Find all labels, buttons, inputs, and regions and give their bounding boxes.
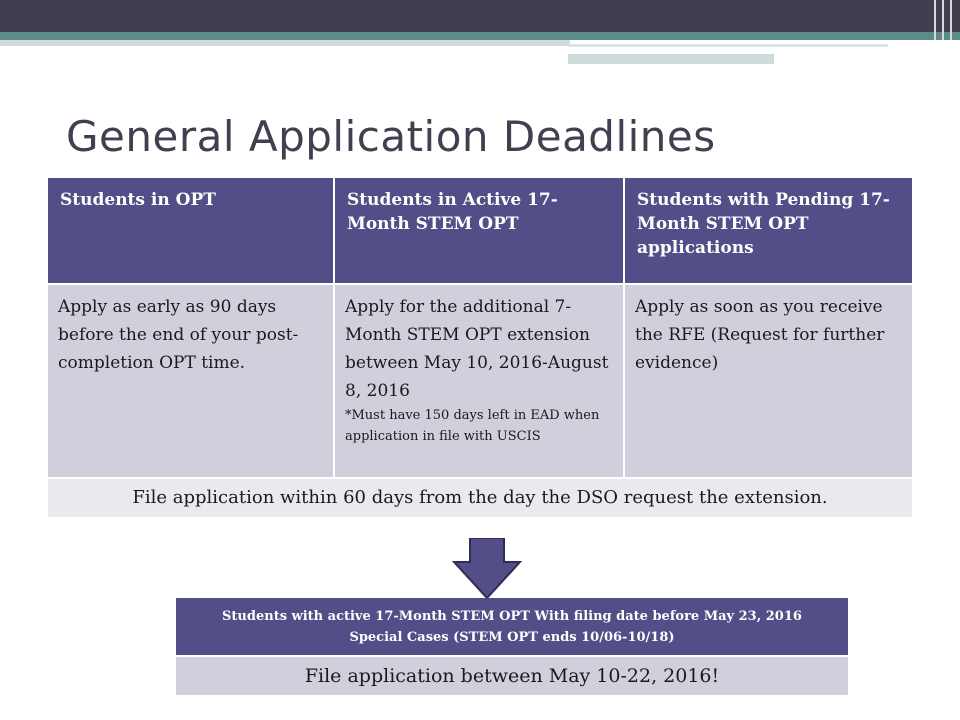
cell-active-stem-text: Apply for the additional 7-Month STEM OPT extension between May 10, 2016-August 8, 2016 [345,297,609,401]
cell-opt [48,284,334,478]
special-cases-header [176,598,848,656]
footer-row [48,478,912,517]
cell-pending-stem-text: Apply as soon as you receive the RFE (Request for further evidence) [635,297,885,373]
down-arrow-icon [452,538,522,600]
header-active-stem-opt: Students in Active 17-Month STEM OPT [334,178,624,284]
deadlines-table [48,178,912,517]
sub-header-row [176,598,848,656]
special-cases-table [176,598,848,695]
header-students-in-opt: Students in OPT [48,178,334,284]
slide-title: General Application Deadlines [66,112,716,161]
decorative-lines [930,0,960,40]
top-bar [0,0,960,32]
accent-bar [0,32,960,40]
special-cases-header-line1: Students with active 17-Month STEM OPT With filing date before May 23, 2016 [222,608,802,624]
table-row [48,284,912,478]
accent-stripe-3 [568,54,774,64]
cell-opt-text: Apply as early as 90 days before the end of your post-completion OPT time. [58,297,299,373]
cell-note: *Must have 150 days left in EAD when application in file with USCIS [345,408,600,444]
header-row [48,178,912,284]
sub-body-row [176,656,848,695]
footer-text: File application within 60 days from the day the DSO request the extension. [48,478,912,517]
special-cases-body: File application between May 10-22, 2016! [176,656,848,695]
header-pending-stem-opt: Students with Pending 17-Month STEM OPT applications [624,178,912,284]
special-cases-header-line2: Special Cases (STEM OPT ends 10/06-10/18) [349,629,675,645]
accent-stripe-1 [0,40,570,46]
cell-pending-stem [624,284,912,478]
accent-stripe-2 [568,44,888,47]
cell-active-stem [334,284,624,478]
